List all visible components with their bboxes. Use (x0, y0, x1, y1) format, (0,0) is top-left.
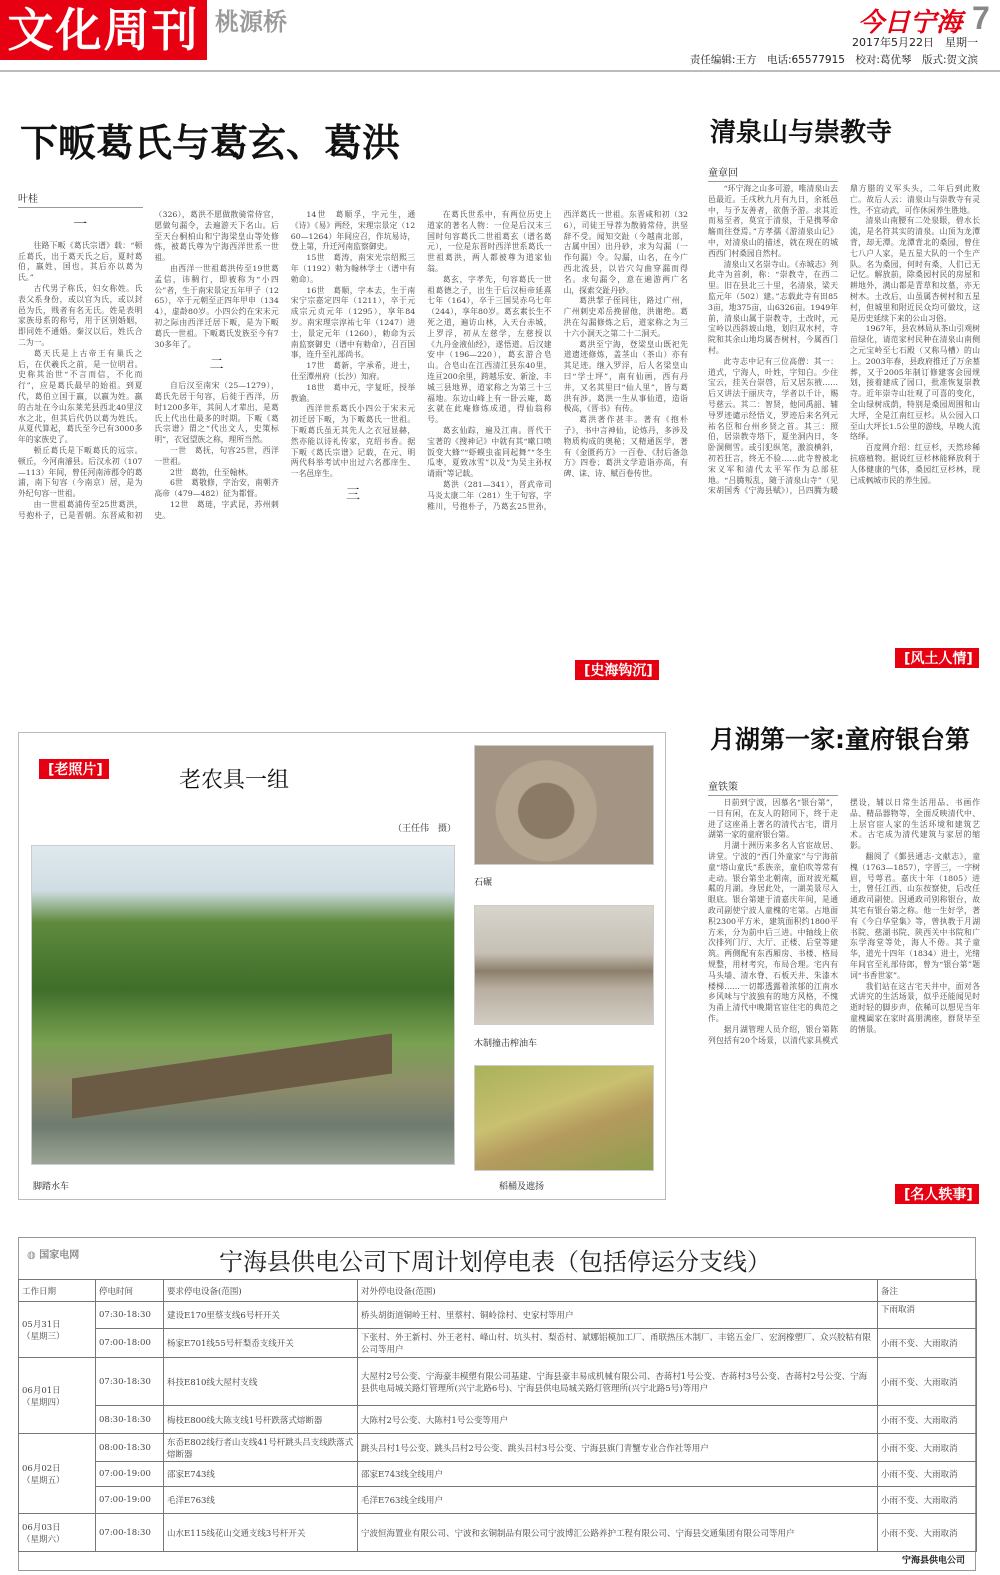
caption-oil-press: 木制撞击榨油车 (474, 1039, 538, 1049)
state-grid-icon: ◍ (27, 1250, 40, 1261)
paragraph: “环宁海之山多可游，唯清泉山去邑最近。壬戌秋九月有九日，余祗邑中，与予友善者，欲偕予游。求其近而易至者，莫宜于清泉，于是携琴命觞而往登焉。”方孝孺《游清泉山记》中，对清泉山的描述，就在现在的城西西门村桑园自然村。 (708, 184, 838, 258)
photo-title: 老农具一组 (179, 768, 290, 793)
power-outage-notice (18, 1237, 976, 1571)
outage-time: 07:00-19:00 (96, 1487, 164, 1514)
table-row (19, 1434, 977, 1462)
article2 (708, 164, 980, 497)
paragraph: 16世 葛顺，字本去，生于南宋宁宗嘉定四年（1211），卒于元成宗元贞元年（1295），享年84岁。南宋理宗淳祐七年（1247）进士，景定元年（1260），勅命为云南监察御史（谱中有勅命），召百国事，连升至礼部尚书。 (290, 285, 416, 360)
required-equipment: 梅枝E800线大陈支线1号杆跌落式熔断器 (164, 1406, 358, 1434)
section-numeral: 一 (73, 217, 88, 233)
photo-rice-bucket (474, 1065, 654, 1171)
table-row (19, 1462, 977, 1487)
section-numeral: 二 (209, 357, 224, 374)
outage-table (18, 1279, 977, 1552)
remark: 小雨不变、大雨取消 (878, 1406, 977, 1434)
article2-category-tag: [风土人情] (895, 648, 979, 668)
outage-time: 07:00-18:00 (96, 1329, 164, 1358)
paragraph: 15世 葛涛，南宋光宗绍熙三年（1192）勅为翰林学士（谱中有勅命）。 (290, 253, 416, 284)
article1-body (18, 210, 688, 522)
paragraph: 18世 葛中元，字复旺，授举教谕。 (290, 382, 416, 403)
outage-time: 07:30-18:30 (96, 1358, 164, 1406)
paragraph: 葛洪（281—341），晋武帝司马炎太康二年（281）生于句容，字稚川，号抱朴子，乃葛玄25世孙，西洋葛氏一世祖。东晋咸和初（326），司徒王导荐为散骑常侍，洪坚辞不受。闻知交趾（今越南北部，古属中国）出丹砂，求为勾漏（一作句漏）令。勾漏，山名，在今广西北流县，以岩穴勾曲穿漏而得名。求句漏令，意在遍游两广名山，探索交趾丹砂。 (427, 210, 688, 511)
paragraph: 葛玄仙踪，遍及江南。晋代干宝著的《搜神记》中就有其“嗽口喷饭变大蜂”“虾蟆虫雀同起舞”“冬生瓜枣，夏致冰雪”以及“为吴主孙权请雨”等记载。 (427, 425, 552, 479)
outage-signature: 宁海县供电公司 (901, 1556, 965, 1566)
column-header: 要求停电设备(范围) (164, 1280, 358, 1302)
outage-table-title: 宁海县供电公司下周计划停电表（包括停运分支线） (219, 1248, 771, 1276)
paragraph: 清泉山南腰有二处泉眼，碧水长流，是名符其实的清泉。山顶为龙潭背，却无潭。龙潭背北的桑园，曾住七八户人家，是五星大队的一个生产队。名为桑园，何时有桑，人们已无记忆。解放前，除桑园村民的房屋和耕地外，满山都是青草和坟墓，亦无树木。土改后，山虽属杏树村和五星村，但城里和附近民众均可做坟，这是历史延续下来的公山习俗。 (850, 216, 980, 323)
outage-time: 07:00-19:00 (96, 1462, 164, 1487)
column-header: 对外停电设备(范围) (358, 1280, 878, 1302)
paragraph: 1967年，县农林局从茶山引观树苗绿化，请范家村民种在清泉山南侧之元宝岭至七石殿（又称马槽）的山上。2003年春，县政府推迁了万余墓葬，又于2005年制订修建客会园规划，接着建成了园口，批准恢复崇教寺。近年崇寺山壮观了可喜的变化，全山绿树成荫，特别是桑园周围和山大坪，全是江南红豆杉。从公园入口至山大坪长1.5公里的游线，早晚人流络绎。 (850, 324, 980, 442)
paragraph: 葛玄，字孝先，句容葛氏一世祖葛德之子，出生于后汉桓帝延熹七年（164），卒于三国吴赤乌七年（244），享年80岁。葛玄素长生不死之道，遍访山林，入天台赤城，上罗浮，初从左慈学，左慈授以《九丹金液仙经》，遂悟道。后汉建安中（196—220），葛玄游合皂山。合皂山在江西清江县东40里，连亘200余里，跨越乐安、新淦、丰城三县地界，道家称之为第三十三福地。东边山峰上有一卧云庵，葛玄就在此庵修炼成道，得仙翁称号。 (427, 274, 552, 425)
paragraph: 清泉山又名崇寺山。《赤城志》列此寺为首刹，称：“崇教寺，在西二里。旧在县北三十里，名清泉，梁天监元年（502）建。”志载此寺有田853亩，地375亩，山6326亩。1949年前，清泉山属于崇教寺，土改时，元宝岭以西斜坡山地，划归双水村，寺院和其余山地均属杏树村，今属西门村。 (708, 259, 838, 355)
table-row (19, 1302, 977, 1329)
editor-credits: 责任编辑:王方 电话:65577915 校对:葛优琴 版式:贺文滨 (689, 54, 978, 66)
article3-category-tag: [名人轶事] (895, 1184, 979, 1204)
affected-scope: 宁波恒海置业有限公司、宁波和玄铜制品有限公司宁波博汇公路养护工程有限公司、宁海县交通集团有限公司等用户 (358, 1514, 878, 1552)
paragraph: 在葛氏世系中，有两位历史上道家的著名人物：一位是后汉末三国时句容葛氏二世祖葛玄（谱名葛元），一位是东晋时西洋世系葛氏一世祖葛洪，两人都被尊为道家仙翁。 (427, 210, 552, 273)
paragraph: 月湖十洲历来多名人官宦故居、讲堂。宁波的“西门外童家”与宁海前童“塔山童氏”系族亲，童伯吹等常有走动。银台第坐北朝南，面对波光粼粼的月湖。身居此处，一湖美景尽入眼底。银台第建于清嘉庆年间，是通政司副使宁波人童槐的宅第。占地面积2300平方米，建筑面积约1800平方米，分为前中后三进。中轴线上依次排列门厅、大厅、正楼、后堂等建筑。两侧配有东西厢房、书楼、格局规整，用材考究，布局合理。宅内有马头墙、清水脊、石板天井、朱漆木楼梯……一切都透露着浓郁的江南水乡风味与宁波独有的地方风格，不愧为甬上清代中晚期官宦住宅的典范之作。 (708, 841, 838, 1023)
remark: 小雨不变、大雨取消 (878, 1462, 977, 1487)
photo-oil-press (474, 905, 654, 1025)
table-row (19, 1406, 977, 1434)
paragraph: 顿丘葛氏是下畈葛氏的远宗。顿丘，今河南濬县。后汉永初（107—113）年间，曾任河南沛郡令的葛浦，南下句容（今南京）居，是为外纪句容一世祖。 (18, 445, 143, 499)
paragraph: 葛洪挈子侄同往，路过广州，广州刺史邓岳挽留他，洪谢绝。葛洪在勾漏修炼之后，道家称之为三十六小洞天之第二十二洞天。 (563, 296, 688, 338)
paragraph: 此寺志中记有三位高僧：其一：道式，宁海人，叶姓，字知白。少住宝云，挂关台崇啓，后又居东掖……后又讲法于丽庆寺，学者以千计，赐号慈云。其二：智贤，他同禹韶、辅导罗迹谴示经悟义，罗迹后来名列元祐名臣和台州乡贤之首。其三：照伯，居崇教寺塔下，夏坐洞内日，冬卧洞侧雪。或引犯纵笔，激浪横斜，初若狂言，终无不验……此寺曾被北宋义军和清代太平军作为总部驻地。“吕腾叛乱，随于清泉山寺”（见宋胡国秀《宁海县赋》），吕四腾为暖鼎方腊的义军头头，二年后到此败亡。故后人云：清泉山与崇教寺有灵性，不宜动武，可作休闲养生胜地。 (708, 184, 980, 496)
paragraph: 自后汉至南宋（25—1279），葛氏先居于句容，后徙于西洋，历时1200多年，其间人才辈出，是葛氏上代出仕最多的时期。下畈《葛氏宗谱》谓之“代出文人，史策标明”，衣冠望族之称，理所当然。 (154, 381, 279, 445)
header-divider (0, 70, 1000, 72)
article3-title: 月湖第一家:童府银台第 (710, 725, 970, 754)
table-row (19, 1514, 977, 1552)
paragraph: 西洋世系葛氏小四公于宋末元初迁居下畈，为下畈葛氏一世祖。下畈葛氏虽无其先人之衣冠显赫，然亦能以诗礼传家，克绍书香。据下畈《葛氏宗谱》记载，在元、明两代科举考试中出过六名郡庠生、一名邑庠生。 (290, 404, 416, 479)
affected-scope: 邵家E743线全线用户 (358, 1462, 878, 1487)
work-date: 06月01日 （星期四） (19, 1358, 96, 1434)
column-header: 备注 (878, 1280, 977, 1302)
article3-body (708, 798, 980, 1046)
waterwheel-shape (72, 1034, 392, 1119)
table-row (19, 1358, 977, 1406)
work-date: 05月31日 （星期三） (19, 1302, 96, 1358)
article1-author: 叶桂 (18, 190, 143, 208)
affected-scope: 跳头吕村1号公变、跳头吕村2号公变、跳头吕村3号公变、宁海县旗门青蟹专业合作社等用户 (358, 1434, 878, 1462)
remark: 小雨不变、大雨取消 (878, 1329, 977, 1358)
caption-waterwheel: 脚踏水车 (33, 1182, 70, 1192)
work-date: 06月03日 （星期六） (19, 1514, 96, 1552)
affected-scope: 桥头胡街道铜岭王村、里蔡村、铜岭徐村、史家村等用户 (358, 1302, 878, 1329)
paragraph: 百度网介绍：红豆杉，天然珍稀抗癌植物。据说红豆杉林能释放利于人体健康的气体，桑园红豆杉林，现已成枫城市民的养生园。 (850, 443, 980, 485)
article1-category-tag: [史海钩沉] (575, 660, 659, 680)
affected-scope: 毛洋E763线全线用户 (358, 1487, 878, 1514)
work-date: 06月02日 （星期五） (19, 1434, 96, 1514)
required-equipment: 科技E810线大屋村支线 (164, 1358, 358, 1406)
affected-scope: 下张村、外王新村、外王老村、峰山村、坑头村、梨岙村、斌娜铝模加工厂、甬联热压木制厂、丰铭五金厂、宏润橡塑厂、众兴胶粘有限公司等用户 (358, 1329, 878, 1358)
photo-foot-pedal-waterwheel (31, 845, 455, 1165)
old-photos-feature (18, 732, 666, 1200)
outage-time: 08:00-18:30 (96, 1434, 164, 1462)
section-numeral: 三 (345, 486, 360, 503)
paragraph: 翻阅了《鄞县通志·文献志》，童槐（1763—1857），字晋三，一字树眉，号萼君。嘉庆十年（1805）进士，曾任江西、山东按察使，后改任通政司副使。因通政司别称银台，故其宅有银台第之称。他一生好学，著有《今白华堂集》等，曾执教于月湖书院、慈湖书院、陕西关中书院和广东学海堂等处，海人不倦。其子童华，道光十四年（1834）进士，光绪年间官至礼部侍郎，曾为“银台第”题词“书香世家”。 (850, 851, 980, 980)
paragraph: 17世 葛新，字承希，进士，仕至潭州府（长沙）知府。 (290, 361, 416, 381)
article3-author: 童铁策 (708, 778, 838, 796)
paragraph: 由西洋一世祖葛洪传至19世葛孟信，讳稠行，即被称为“小四公”者，生于南宋景定五年甲子（1265），卒于元朝至正四年甲申（1344），虚龄80岁。小四公约在宋末元初之际由西洋迁居下畈，是为下畈葛氏一世祖。下畈葛氏发族至今有730多年了。 (154, 263, 279, 349)
section-masthead: 文化周刊 (0, 0, 207, 60)
required-equipment: 建设E170里蔡支线6号杆开关 (164, 1302, 358, 1329)
state-grid-logo-text: 国家电网 (39, 1250, 80, 1261)
article3 (708, 778, 980, 1046)
required-equipment: 邵家E743线 (164, 1462, 358, 1487)
remark: 下雨取消 (878, 1302, 977, 1329)
remark: 小雨不变、大雨取消 (878, 1358, 977, 1406)
table-row (19, 1329, 977, 1358)
photo-category-tag: [老照片] (39, 759, 109, 779)
outage-time: 08:30-18:30 (96, 1406, 164, 1434)
outage-time: 07:00-18:30 (96, 1514, 164, 1552)
required-equipment: 毛洋E763线 (164, 1487, 358, 1514)
paragraph: 2世 葛勃，仕至翰林。 (169, 467, 253, 477)
column-header: 工作日期 (19, 1280, 96, 1302)
paragraph: 日前到宁波，因慕名“银台第”，一日有闲，在友人的陪同下，终于走进了这座甬上著名的清代古宅，谓月湖第一家的童府银台第。 (708, 798, 838, 840)
required-equipment: 山水E115线花山交通支线3号杆开关 (164, 1514, 358, 1552)
photo-stone-roller (474, 745, 654, 865)
paragraph: 据月湖管理人员介绍，银台第陈列包括有20个场景，以清代家具模式摆设，辅以日常生活用品、书画作品、精品器物等，全面反映清代中、上层官宦人家的生活环境和建筑艺术。古宅成为清代建筑与家居的缩影。 (708, 798, 980, 1045)
paragraph: 往路下畈《葛氏宗谱》载：“顿丘葛氏，出于葛天氏之后，夏时葛伯，嬴姓，国也，其后亦以葛为氏。” (18, 240, 143, 283)
required-equipment: 东岙E802线行者山支线41号杆跳头吕支线跌落式熔断器 (164, 1434, 358, 1462)
paragraph: 葛洪著作甚丰。著有《抱朴子》，书中言神仙，论炼丹，多涉及物质构成的奥秘；又精通医学，著有《金匮药方》一百卷、《肘后备急方》四卷；葛洪文学造诣亦高，有碑、诔、诗、赋百卷传世。 (563, 415, 688, 479)
paragraph: 14世 葛顺孚，字元生，通《诗》《易》两经，宋理宗景定（1260—1264）年间应召，作坑易诗，登上第，升迁河南监察御史。 (290, 210, 416, 252)
remark: 小雨不变、大雨取消 (878, 1514, 977, 1552)
article2-title: 清泉山与崇教寺 (710, 118, 893, 148)
paragraph: 12世 葛琏，字武昆，苏州刺史。 (154, 499, 279, 520)
state-grid-logo (27, 1246, 79, 1261)
column-header: 停电时间 (96, 1280, 164, 1302)
paragraph: 一世 葛抚，句容25世，西洋一世祖。 (154, 445, 279, 466)
article2-author: 童章回 (708, 164, 838, 182)
required-equipment: 杨家E701线55号杆梨岙支线开关 (164, 1329, 358, 1358)
affected-scope: 大陈村2号公变、大陈村1号公变等用户 (358, 1406, 878, 1434)
paragraph: 葛天氏是上古帝王有巢氏之后，在伏羲氏之前，是一位明君。史称其治世“不言而信，不化而行”，应是葛氏最早的始祖。到夏代，葛伯立国于嬴，以嬴为姓。嬴的古址在今山东莱芜县西北40里汶水之北，但其后代仍以葛为姓氏。从夏代算起，葛氏至今已有3000多年的家族史了。 (18, 348, 143, 445)
page-number: 7 (972, 0, 990, 36)
caption-rice-bucket: 稻桶及遮扬 (499, 1182, 545, 1192)
remark: 小雨不变、大雨取消 (878, 1487, 977, 1514)
table-row (19, 1487, 977, 1514)
article1 (18, 190, 688, 522)
table-header-row (19, 1280, 977, 1302)
column-name: 桃源桥 (215, 8, 287, 36)
article2-body (708, 184, 980, 497)
article1-title: 下畈葛氏与葛玄、葛洪 (20, 121, 401, 165)
paragraph: 6世 葛敬修，字治安，南朝齐高帝（479—482）征为都督。 (154, 478, 279, 499)
paragraph: 古代男子称氏，妇女称姓。氏表父系身份，或以官为氏，或以封邑为氏，贱者有名无氏。姓是表明家族母系的称号，用于区别婚姻，即同姓不通婚。秦汉以后，姓氏合二为一。 (18, 283, 143, 347)
outage-time: 07:30-18:30 (96, 1302, 164, 1329)
caption-stone-roller: 石碾 (474, 878, 493, 888)
issue-date: 2017年5月22日 星期一 (852, 36, 978, 49)
paragraph: 我们站在这古宅天井中，面对各式讲究的生活场景，似乎还能闻见时逝时轻的脚步声，依稀可以想见当年童槐阖家在家时高朋满座，群贤毕至的情景。 (850, 981, 980, 1034)
affected-scope: 大屋村2号公变、宁海豪丰模塑有限公司基建、宁海县豪丰易成机械有限公司、杏蒋村1号公变、杏蒋村3号公变、杏蒋村2号公变、宁海县供电局城关路灯管理所(兴宁北路6号)、宁海县供电局城关路灯管理所(兴宁北路5号)等用户 (358, 1358, 878, 1406)
photo-credit: （王任伟 摄） (393, 824, 457, 834)
remark: 小雨不变、大雨取消 (878, 1434, 977, 1462)
paragraph: 葛洪至宁海，登梁皇山既祀先道遗迹修炼，盖茎山（茶山）亦有其足迹。继入罗浮，后人名梁皇山曰“学士坪”，南有仙画，西有丹井，又名其里曰“仙人里”，皆与葛洪有涉。葛洪一生从事仙道，造诣极高，《晋书》有传。 (563, 339, 688, 414)
paragraph: 由一世祖葛浦传至25世葛洪，号抱朴子，已是晋朝。东晋咸和初（326），葛洪不愿做散骑常侍官，愿做句漏令，去遍游天下名山。后至天台桐柏山和宁海梁皇山等处修炼，被葛氏尊为宁海西洋世系一世祖。 (18, 210, 279, 520)
newspaper-logo: 今日宁海 (858, 8, 963, 38)
